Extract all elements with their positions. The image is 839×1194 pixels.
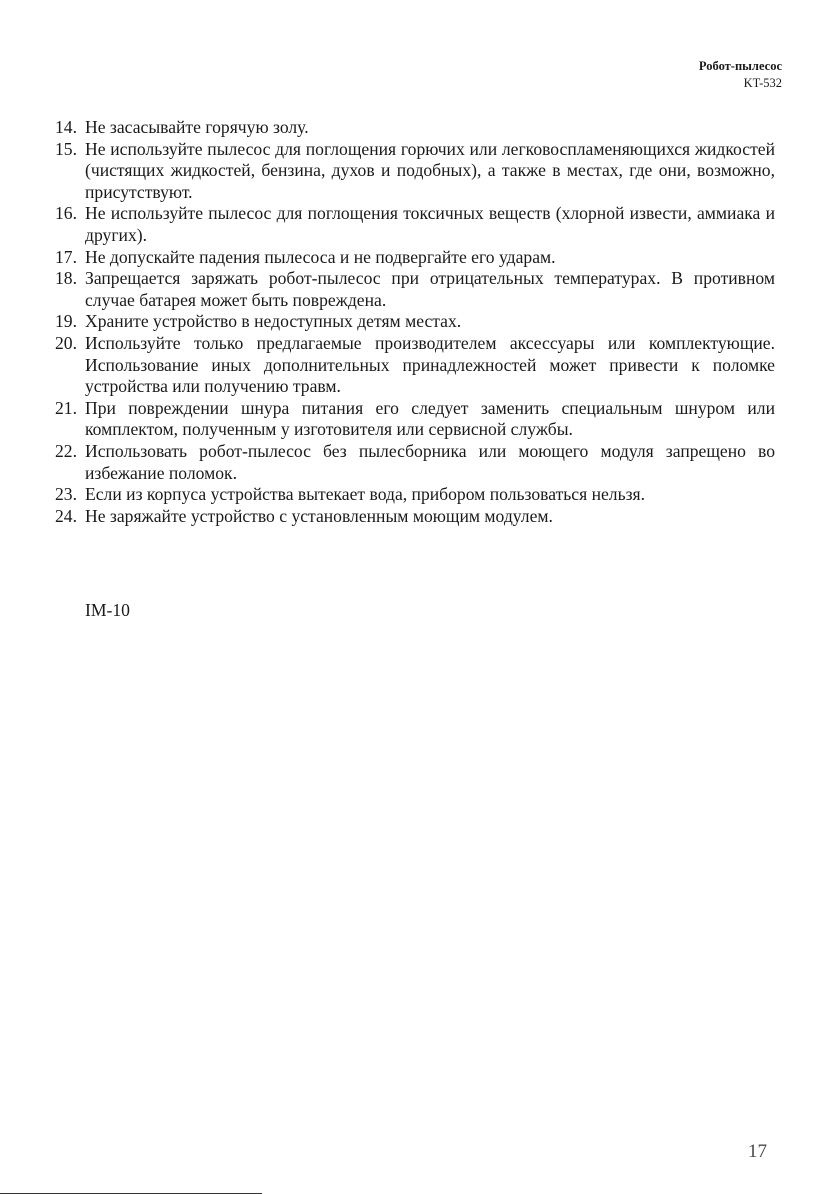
item-number: 22. [55, 440, 77, 461]
item-number: 21. [55, 397, 77, 418]
item-text: Не заряжайте устройство с установленным моющим модулем. [85, 505, 553, 526]
item-text: Если из корпуса устройства вытекает вода, прибором пользоваться нельзя. [85, 484, 646, 505]
item-text: Используйте только предлагаемые производителем аксессуары или комплектующие. Использование иных дополнительных принадлежностей может привести к поломке устройства или получению травм. [85, 332, 775, 397]
document-code: IM-10 [85, 600, 130, 620]
item-text: Храните устройство в недоступных детям местах. [85, 311, 462, 332]
item-number: 24. [55, 505, 77, 526]
item-number: 18. [55, 268, 77, 289]
list-item [55, 268, 775, 311]
page-number: 17 [748, 1141, 767, 1162]
list-item [55, 484, 775, 506]
item-text: Не засасывайте горячую золу. [85, 117, 309, 137]
list-item [55, 506, 775, 528]
list-item [55, 441, 775, 484]
item-text: Не допускайте падения пылесоса и не подвергайте его ударам. [85, 246, 556, 267]
item-number: 16. [55, 203, 77, 224]
item-number: 19. [55, 311, 77, 332]
item-number: 14. [55, 117, 77, 137]
item-text: При повреждении шнура питания его следует заменить специальным шнуром или комплектом, полученным у изготовителя или сервисной службы. [85, 397, 775, 440]
item-number: 23. [55, 484, 77, 505]
list-item [55, 117, 775, 139]
header-title: Робот-пылесос [698, 59, 782, 73]
item-number: 20. [55, 332, 77, 353]
list-item [55, 311, 775, 333]
header-model: KT-532 [743, 76, 782, 90]
item-number: 17. [55, 246, 77, 267]
item-text: Запрещается заряжать робот-пылесос при отрицательных температурах. В противном случае батарея может быть повреждена. [85, 268, 775, 310]
list-item [55, 247, 775, 269]
item-text: Не используйте пылесос для поглощения горючих или легковоспламеняющихся жидкостей (чистящих жидкостей, бензина, духов и подобных), а также в местах, где они, возможно, присутствуют. [85, 138, 775, 202]
page-header [699, 58, 782, 92]
item-text: Не используйте пылесос для поглощения токсичных веществ (хлорной извести, аммиака и других). [85, 203, 775, 245]
list-item [55, 139, 775, 204]
list-item [55, 333, 775, 398]
list-item [55, 398, 775, 441]
safety-instructions-list [55, 117, 775, 527]
item-number: 15. [55, 138, 77, 159]
list-item [55, 203, 775, 246]
item-text: Использовать робот-пылесос без пылесборника или моющего модуля запрещено во избежание поломок. [85, 440, 775, 483]
